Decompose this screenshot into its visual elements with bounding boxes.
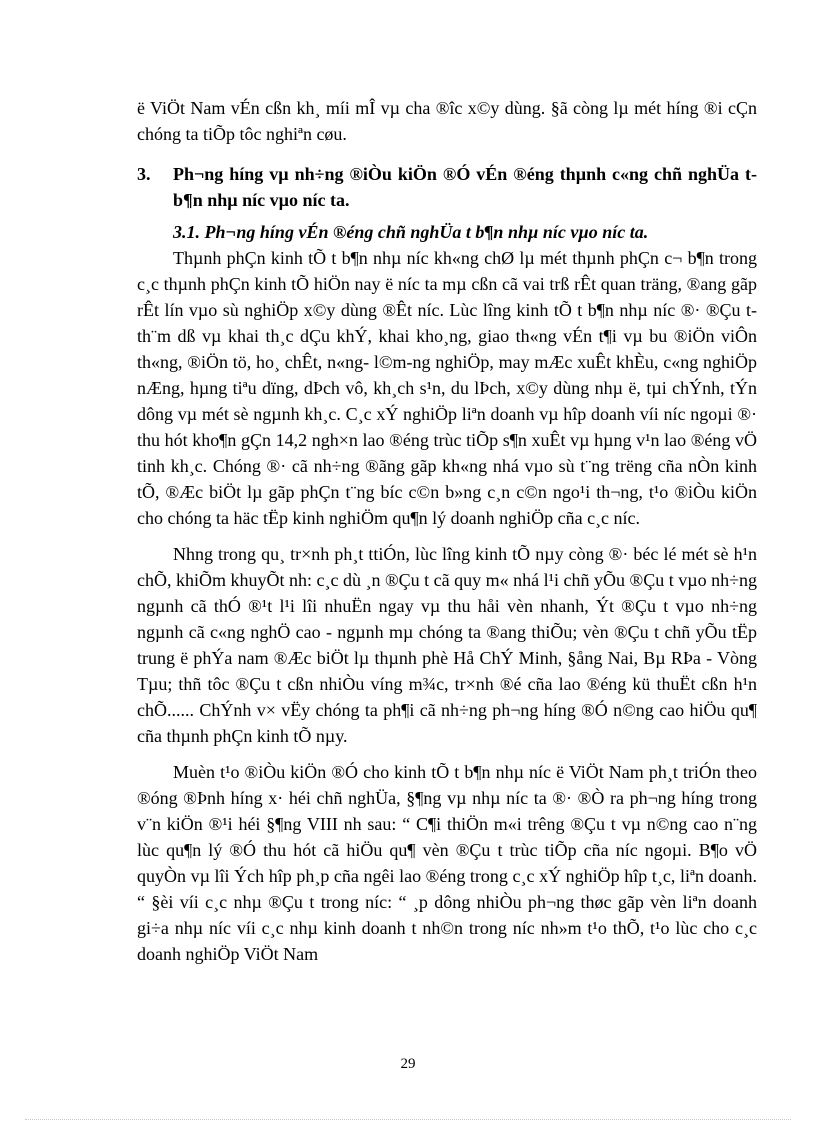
paragraph-2: Nhng trong qu¸ tr×nh ph¸t ttiÓn, lùc lîng kinh tÕ nµy còng ®· béc lé mét sè h¹n chÕ, khiÕm khuyÕt nh: c¸c dù ¸n ®Çu t cã quy m« nhá l¹i chñ yÕu ®Çu t vµo nh÷ng ngµnh cã thÓ ®¹t l¹i lîi nhuËn ngay vµ thu håi vèn nhanh, Ýt ®Çu t vµo nh÷ng ngµnh cã c«ng nghÖ cao - ngµnh mµ chóng ta ®ang thiÕu; vèn ®Çu t chñ yÕu tËp trung ë phÝa nam ®Æc biÖt lµ thµnh phè Hå ChÝ Minh, §ång Nai, Bµ RÞa - Vòng Tµu; thñ tôc ®Çu t cßn nhiÒu víng m¾c, tr×nh ®é cña lao ®éng kü thuËt cßn h¹n chÕ...... ChÝnh v× vËy chóng ta ph¶i cã nh÷ng ph¬ng híng ®Ó n©ng cao hiÖu qu¶ cña thµnh phÇn kinh tÕ nµy. <box>137 544 757 746</box>
section-3-number: 3. <box>137 164 151 184</box>
paragraph-3: Muèn t¹o ®iÒu kiÖn ®Ó cho kinh tÕ t b¶n nhµ níc ë ViÖt Nam ph¸t triÓn theo ®óng ®Þnh híng x· héi chñ nghÜa, §¶ng vµ nhµ níc ta ®· ®Ò ra ph¬ng híng trong v¨n kiÖn ®¹i héi §¶ng VIII nh sau: “ C¶i thiÖn m«i trêng ®Çu t vµ n©ng cao n¨ng lùc qu¶n lý ®Ó thu hót cã hiÖu qu¶ vèn ®Çu t trùc tiÕp cña níc ngoµi. B¶o vÖ quyÒn vµ lîi Ých hîp ph¸p cña ngêi lao ®éng trong c¸c xÝ nghiÖp hîp t¸c, liªn doanh. “ §èi víi c¸c nhµ ®Çu t trong níc: “ ¸p dông nhiÒu ph¬ng thøc gãp vèn liªn doanh gi÷a nhµ níc víi c¸c nhµ kinh doanh t nh©n trong níc nh»m t¹o thÕ, t¹o lùc cho c¸c doanh nghiÖp ViÖt Nam <box>137 762 757 964</box>
page-bottom-border <box>25 1119 791 1120</box>
paragraph-1: Thµnh phÇn kinh tÕ t b¶n nhµ níc kh«ng chØ lµ mét thµnh phÇn c¬ b¶n trong c¸c thµnh phÇn kinh tÕ hiÖn nay ë níc ta mµ cßn cã vai trß rÊt quan träng, ®ang gãp rÊt lín vµo sù nghiÖp x©y dùng ®Êt níc. Lùc lîng kinh tÕ t b¶n nhµ níc ®· ®Çu t th¨m dß vµ khai th¸c dÇu khÝ, khai kho¸ng, giao th«ng vÉn t¶i vµ bu ®iÖn viÔn th«ng, ®iÖn tö, ho¸ chÊt, n«ng- l©m-ng nghiÖp, may mÆc xuÊt khÈu, c«ng nghiÖp nÆng, hµng tiªu dïng, dÞch vô, kh¸ch s¹n, du lÞch, x©y dùng nhµ ë, tµi chÝnh, tÝn dông vµ mét sè ngµnh kh¸c. C¸c xÝ nghiÖp liªn doanh vµ hîp doanh víi níc ngoµi ®· thu hót kho¶n gÇn 14,2 ngh×n lao ®éng trùc tiÕp s¶n xuÊt vµ hµng v¹n lao ®éng vÖ tinh kh¸c. Chóng ®· cã nh÷ng ®ãng gãp kh«ng nhá vµo sù t¨ng trëng cña nÒn kinh tÕ, ®Æc biÖt lµ gãp phÇn t¨ng bíc c©n b»ng c¸n c©n ngo¹i th¬ng, t¹o ®iÒu kiÖn cho chóng ta häc tËp kinh nghiÖm qu¶n lý doanh nghiÖp cña c¸c níc. <box>137 248 757 528</box>
section-3-heading <box>137 161 757 213</box>
section-3-1-heading: 3.1. Ph¬ng híng vÉn ®éng chñ nghÜa t b¶n nhµ níc vµo níc ta. <box>173 222 649 242</box>
paragraph-intro: ë ViÖt Nam vÉn cßn kh¸ míi mÎ vµ cha ®îc x©y dùng. §ã còng lµ mét híng ®i cÇn chóng ta tiÕp tôc nghiªn cøu. <box>137 98 757 144</box>
page-number: 29 <box>400 1056 416 1072</box>
page-body <box>137 95 757 967</box>
section-3-title: Ph¬ng híng vµ nh÷ng ®iÒu kiÖn ®Ó vÉn ®éng thµnh c«ng chñ nghÜa t b¶n nhµ níc vµo níc ta. <box>173 164 757 210</box>
